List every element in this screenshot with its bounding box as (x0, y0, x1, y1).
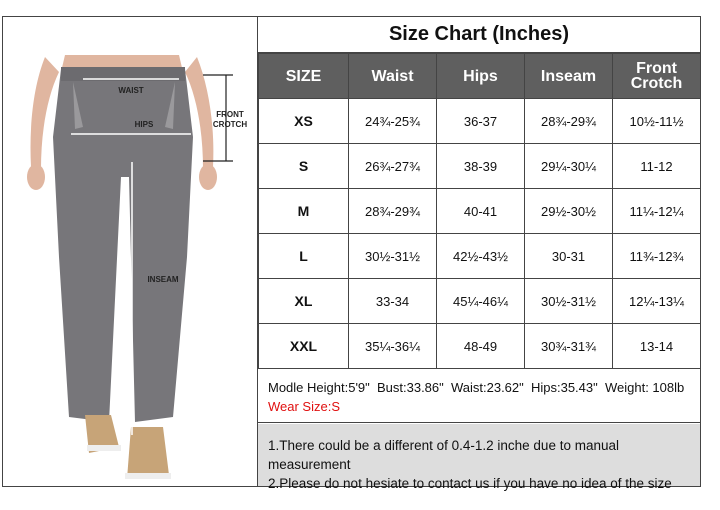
left-sole (87, 445, 121, 451)
inseam-cell: 29½-30½ (525, 189, 613, 234)
right-shoe (127, 427, 169, 479)
hips-label: HIPS (134, 120, 154, 129)
front-crotch-label-1: FRONT (216, 110, 244, 119)
waist-cell: 26¾-27¾ (349, 144, 437, 189)
hips-cell: 48-49 (437, 324, 525, 369)
header-waist: Waist (349, 54, 437, 99)
size-cell: M (259, 189, 349, 234)
note-2: 2.Please do not hesiate to contact us if you have no idea of the size (268, 476, 672, 491)
inseam-cell: 28¾-29¾ (525, 99, 613, 144)
hips-cell: 36-37 (437, 99, 525, 144)
header-inseam: Inseam (525, 54, 613, 99)
note-1: 1.There could be a different of 0.4-1.2 inche due to manual measurement (268, 438, 619, 472)
table-header-row (259, 54, 701, 99)
waist-cell: 30½-31½ (349, 234, 437, 279)
size-table (258, 53, 701, 369)
inseam-cell: 29¼-30¼ (525, 144, 613, 189)
notes-panel (258, 424, 700, 491)
right-hand (199, 164, 217, 190)
inseam-label: INSEAM (147, 275, 179, 284)
model-measurements: Modle Height:5'9" Bust:33.86" Waist:23.62" Hips:35.43" Weight: 108lb (268, 380, 685, 395)
front-crotch-cell: 12¼-13¼ (613, 279, 701, 324)
front-crotch-cell: 11¼-12¼ (613, 189, 701, 234)
waist-cell: 33-34 (349, 279, 437, 324)
front-crotch-cell: 10½-11½ (613, 99, 701, 144)
table-row (259, 234, 701, 279)
inseam-cell: 30¾-31¾ (525, 324, 613, 369)
size-cell: XL (259, 279, 349, 324)
waist-label: WAIST (118, 86, 144, 95)
chart-title: Size Chart (Inches) (258, 17, 700, 53)
inseam-cell: 30-31 (525, 234, 613, 279)
model-photo (3, 17, 257, 486)
waist-cell: 24¾-25¾ (349, 99, 437, 144)
front-crotch-cell: 11¾-12¾ (613, 234, 701, 279)
hips-cell: 42½-43½ (437, 234, 525, 279)
size-cell: S (259, 144, 349, 189)
header-front-crotch: Front Crotch (613, 54, 701, 99)
table-row (259, 279, 701, 324)
hips-cell: 40-41 (437, 189, 525, 234)
front-crotch-label-2: CROTCH (212, 120, 248, 129)
table-row (259, 99, 701, 144)
header-hips: Hips (437, 54, 525, 99)
waist-cell: 28¾-29¾ (349, 189, 437, 234)
left-hand (27, 164, 45, 190)
size-cell: XXL (259, 324, 349, 369)
front-crotch-cell: 11-12 (613, 144, 701, 189)
size-cell: L (259, 234, 349, 279)
inseam-cell: 30½-31½ (525, 279, 613, 324)
model-info (258, 368, 700, 423)
hips-cell: 45¼-46¼ (437, 279, 525, 324)
table-row (259, 189, 701, 234)
front-crotch-cell: 13-14 (613, 324, 701, 369)
table-row (259, 324, 701, 369)
table-row (259, 144, 701, 189)
header-size: SIZE (259, 54, 349, 99)
waist-cell: 35¼-36¼ (349, 324, 437, 369)
hips-cell: 38-39 (437, 144, 525, 189)
wear-size: Wear Size:S (268, 399, 341, 414)
right-sole (125, 473, 171, 479)
pants-illustration (3, 17, 257, 486)
size-cell: XS (259, 99, 349, 144)
